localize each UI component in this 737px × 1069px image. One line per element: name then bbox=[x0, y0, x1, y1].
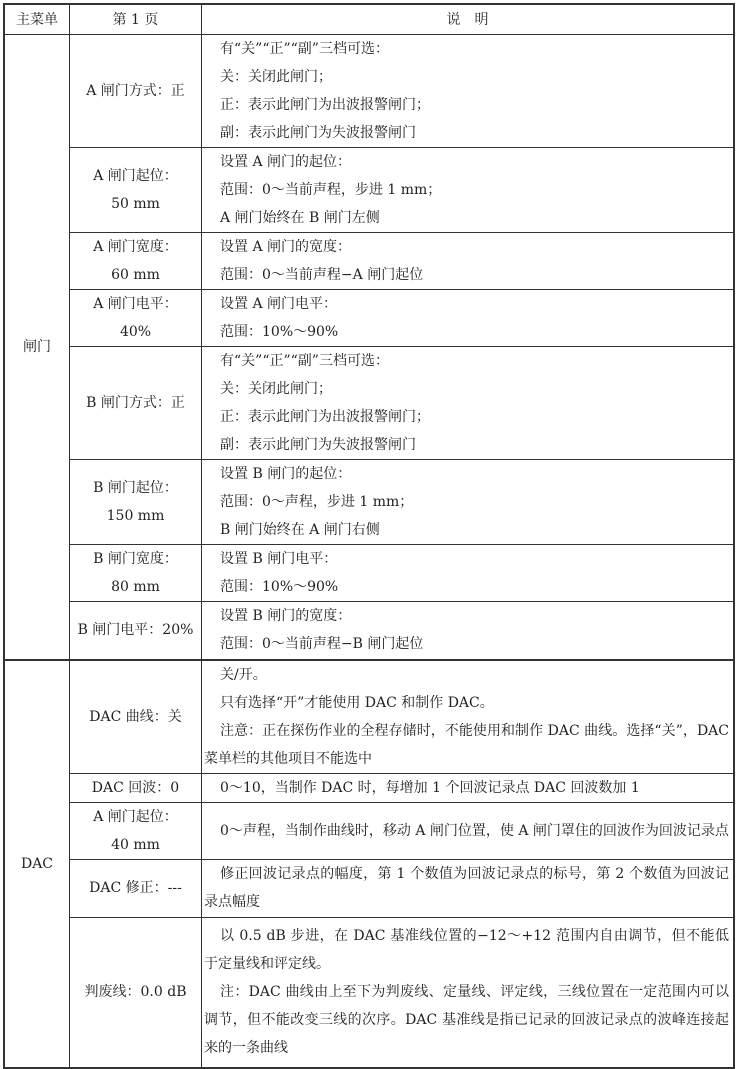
description-line: 范围：0～声程，步进 1 mm； bbox=[220, 494, 414, 510]
description-line: 关/开。 bbox=[220, 666, 267, 683]
description-line: 设置 B 闸门电平： bbox=[220, 551, 338, 567]
description-line: 设置 A 闸门电平： bbox=[220, 296, 338, 312]
menu-item-cell bbox=[70, 233, 202, 290]
table-row bbox=[4, 148, 734, 233]
description-cell bbox=[202, 802, 735, 859]
menu-item-cell bbox=[70, 347, 202, 460]
table-row bbox=[4, 859, 734, 917]
header-main-menu: 主菜单 bbox=[4, 4, 70, 35]
menu-item-label: A 闸门方式：正 bbox=[86, 83, 185, 99]
table-row bbox=[4, 802, 734, 859]
menu-item-label: A 闸门起位： bbox=[93, 808, 178, 825]
table-row bbox=[4, 602, 734, 660]
description-cell bbox=[202, 660, 735, 774]
description-line: 0～10，当制作 DAC 时，每增加 1 个回波记录点 DAC 回波数加 1 bbox=[220, 779, 640, 796]
menu-item-label: B 闸门方式：正 bbox=[86, 395, 185, 411]
description-line: 正：表示此闸门为出波报警闸门； bbox=[220, 409, 430, 425]
menu-item-cell bbox=[70, 602, 202, 660]
menu-description-table bbox=[3, 3, 735, 1069]
description-cell bbox=[202, 773, 735, 802]
description-cell bbox=[202, 602, 735, 660]
description-cell bbox=[202, 148, 735, 233]
description-cell bbox=[202, 917, 735, 1068]
description-line: 范围：0～当前声程−A 闸门起位 bbox=[220, 267, 424, 283]
description-line: B 闸门始终在 A 闸门右侧 bbox=[220, 522, 380, 538]
description-cell bbox=[202, 460, 735, 545]
description-line: 正：表示此闸门为出波报警闸门； bbox=[220, 97, 430, 113]
description-cell bbox=[202, 347, 735, 460]
header-page: 第 1 页 bbox=[70, 4, 202, 35]
description-line: 设置 A 闸门的宽度： bbox=[220, 239, 352, 255]
table-row bbox=[4, 35, 734, 148]
menu-item-cell bbox=[70, 859, 202, 917]
menu-item-label: 40 mm bbox=[111, 836, 160, 853]
description-cell bbox=[202, 859, 735, 917]
menu-item-cell bbox=[70, 148, 202, 233]
table-row bbox=[4, 290, 734, 347]
description-line: 设置 B 闸门的宽度： bbox=[220, 608, 352, 625]
menu-item-label: 60 mm bbox=[111, 267, 160, 283]
description-line: 0～声程，当制作曲线时，移动 A 闸门位置，使 A 闸门罩住的回波作为回波记录点 bbox=[220, 822, 729, 839]
menu-item-label: DAC 曲线：关 bbox=[89, 708, 182, 725]
menu-item-cell bbox=[70, 917, 202, 1068]
menu-item-label: B 闸门宽度： bbox=[93, 551, 178, 567]
menu-item-label: 150 mm bbox=[106, 508, 165, 524]
description-line: 范围：0～当前声程，步进 1 mm； bbox=[220, 182, 442, 198]
description-cell bbox=[202, 545, 735, 602]
menu-item-cell bbox=[70, 802, 202, 859]
menu-item-label: A 闸门起位： bbox=[93, 168, 178, 184]
description-cell bbox=[202, 35, 735, 148]
description-line: A 闸门始终在 B 闸门左侧 bbox=[220, 210, 380, 226]
table-row bbox=[4, 773, 734, 802]
description-line: 有“关”“正”“副”三档可选： bbox=[220, 41, 389, 57]
description-line: 关：关闭此闸门； bbox=[220, 381, 332, 397]
menu-item-cell bbox=[70, 290, 202, 347]
header-description: 说 明 bbox=[202, 4, 735, 35]
description-line: 设置 A 闸门的起位： bbox=[220, 154, 352, 170]
description-line: 副：表示此闸门为失波报警闸门 bbox=[220, 437, 416, 453]
menu-item-cell bbox=[70, 660, 202, 774]
description-cell bbox=[202, 233, 735, 290]
description-line: 关：关闭此闸门； bbox=[220, 69, 332, 85]
menu-item-label: 40% bbox=[119, 324, 152, 340]
table-header-row bbox=[4, 4, 734, 35]
description-line: 注：DAC 曲线由上至下为判废线、定量线、评定线，三线位置在一定范围内可以调节，但不能改变三线的次序。DAC 基准线是指已记录的回波记录点的波峰连接起来的一条曲线 bbox=[204, 984, 729, 1057]
menu-item-cell bbox=[70, 545, 202, 602]
table-row bbox=[4, 660, 734, 774]
menu-item-cell bbox=[70, 460, 202, 545]
menu-item-label: DAC 回波：0 bbox=[91, 779, 180, 796]
table-row bbox=[4, 917, 734, 1068]
description-line: 范围：10%～90% bbox=[220, 579, 339, 595]
menu-item-label: A 闸门宽度： bbox=[93, 239, 178, 255]
main-menu-cell: DAC bbox=[4, 660, 70, 1069]
description-line: 注意：正在探伤作业的全程存储时，不能使用和制作 DAC 曲线。选择“关”，DAC 菜单栏的其他项目不能选中 bbox=[204, 722, 729, 767]
table-row bbox=[4, 347, 734, 460]
description-line: 范围：0～当前声程−B 闸门起位 bbox=[220, 636, 424, 653]
table-row bbox=[4, 460, 734, 545]
description-line: 有“关”“正”“副”三档可选： bbox=[220, 353, 389, 369]
menu-item-label: A 闸门电平： bbox=[93, 296, 178, 312]
menu-item-cell bbox=[70, 35, 202, 148]
description-line: 设置 B 闸门的起位： bbox=[220, 466, 352, 482]
description-line: 以 0.5 dB 步进，在 DAC 基准线位置的−12～+12 范围内自由调节，但不能低于定量线和评定线。 bbox=[204, 928, 729, 973]
menu-item-label: DAC 修正：--- bbox=[89, 880, 182, 896]
table-row bbox=[4, 545, 734, 602]
description-line: 只有选择“开”才能使用 DAC 和制作 DAC。 bbox=[220, 694, 494, 711]
menu-item-label: B 闸门电平：20% bbox=[77, 622, 194, 639]
menu-item-label: B 闸门起位： bbox=[93, 480, 178, 496]
menu-item-cell bbox=[70, 773, 202, 802]
description-line: 副：表示此闸门为失波报警闸门 bbox=[220, 125, 416, 141]
description-cell bbox=[202, 290, 735, 347]
table-row bbox=[4, 233, 734, 290]
menu-item-label: 50 mm bbox=[111, 196, 160, 212]
menu-item-label: 80 mm bbox=[111, 579, 160, 595]
description-line: 范围：10%～90% bbox=[220, 324, 339, 340]
menu-item-label: 判废线：0.0 dB bbox=[84, 984, 187, 1001]
main-menu-cell: 闸门 bbox=[4, 35, 70, 660]
description-line: 修正回波记录点的幅度，第 1 个数值为回波记录点的标号，第 2 个数值为回波记录点幅度 bbox=[204, 866, 729, 910]
